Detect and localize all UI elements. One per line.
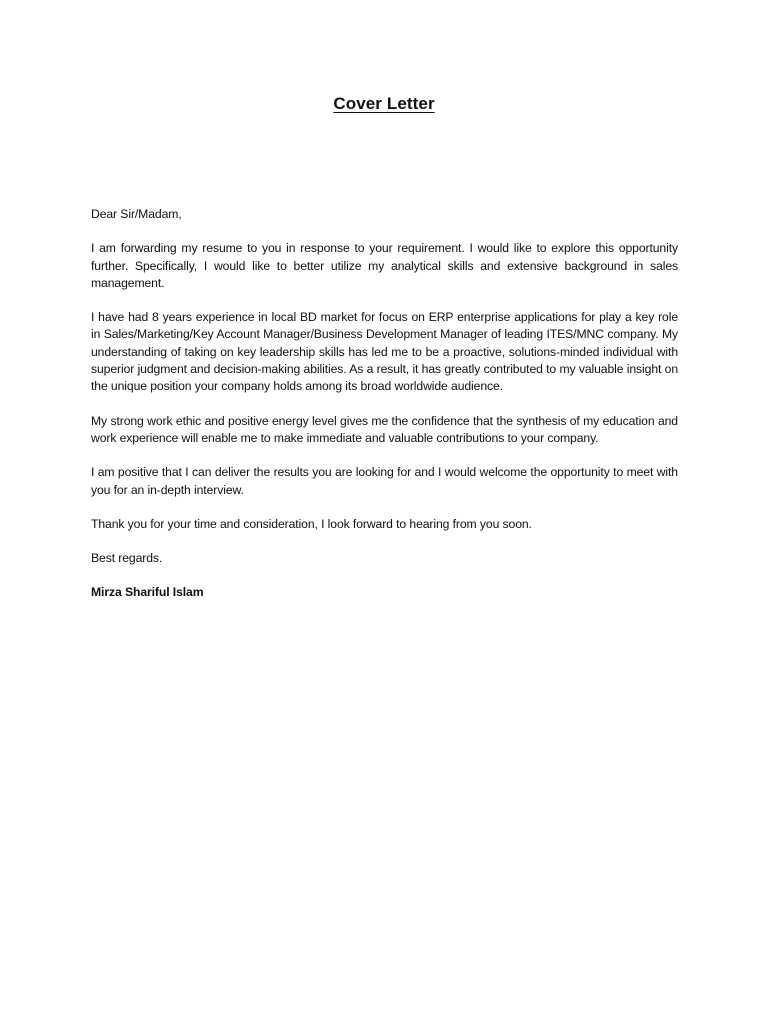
paragraph-experience: I have had 8 years experience in local BD market for focus on ERP enterprise applications for play a key role in Sales/Marketing/Key Account Manager/Business Development Manager of leading ITES/MNC company. My understanding of taking on key leadership skills has led me to be a proactive, solutions-minded individual with superior judgment and decision-making abilities. As a result, it has greatly contributed to my valuable insight on the unique position your company holds among its broad worldwide audience.: [91, 310, 678, 394]
paragraph-work-ethic: My strong work ethic and positive energy level gives me the confidence that the synthesis of my education and work experience will enable me to make immediate and valuable contributions to your company.: [91, 413, 678, 445]
closing: Best regards.: [91, 551, 163, 566]
letter-body: [91, 206, 678, 602]
page-title: Cover Letter: [333, 94, 435, 113]
salutation: Dear Sir/Madam,: [91, 207, 182, 221]
signature: Mirza Shariful Islam: [91, 585, 204, 600]
paragraph-intro: I am forwarding my resume to you in response to your requirement. I would like to explore this opportunity further. Specifically, I would like to better utilize my analytical skills and extensive background in sales management.: [91, 241, 678, 290]
paragraph-thanks: Thank you for your time and consideration, I look forward to hearing from you soon.: [91, 516, 532, 531]
paragraph-interview: I am positive that I can deliver the results you are looking for and I would welcome the opportunity to meet with you for an in-depth interview.: [91, 465, 678, 497]
